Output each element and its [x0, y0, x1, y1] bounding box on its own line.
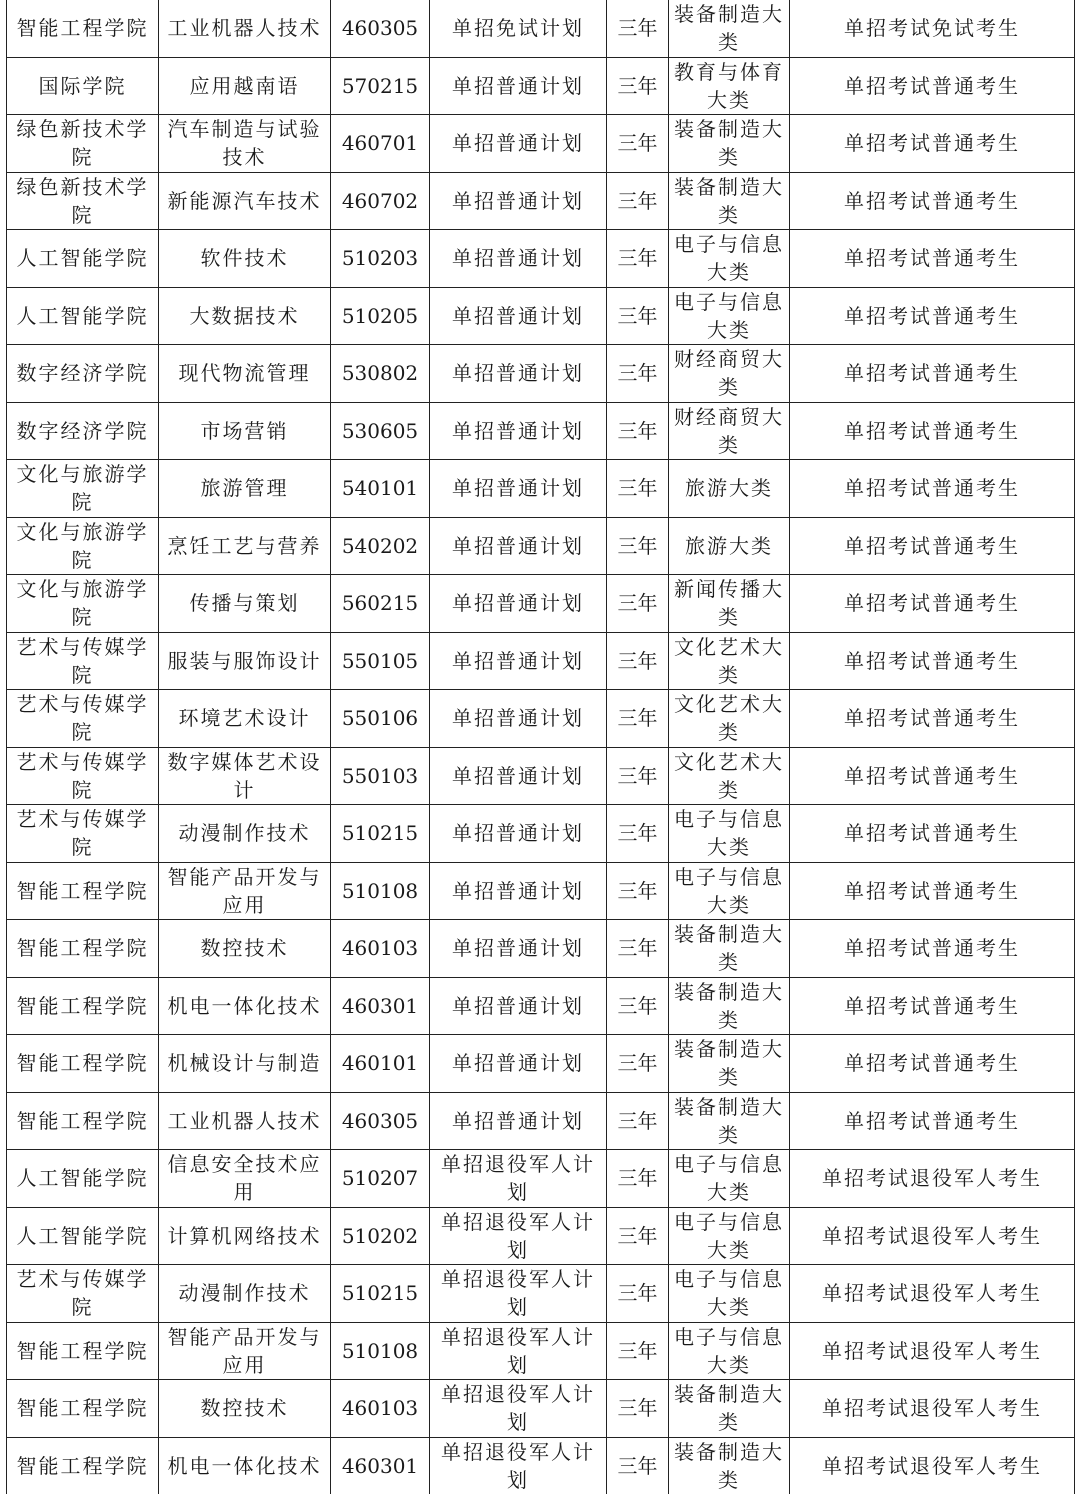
cell-plan: 单招退役军人计划 [430, 1265, 607, 1323]
cell-plan: 单招普通计划 [430, 172, 607, 230]
cell-exam-type: 单招考试普通考生 [790, 172, 1075, 230]
cell-plan: 单招普通计划 [430, 690, 607, 748]
table-row [7, 1322, 1075, 1380]
cell-college: 人工智能学院 [7, 1150, 159, 1208]
table-row [7, 287, 1075, 345]
table-row [7, 1437, 1075, 1494]
cell-duration: 三年 [607, 1380, 669, 1438]
cell-exam-type: 单招考试免试考生 [790, 0, 1075, 57]
cell-category: 装备制造大类 [669, 115, 790, 173]
cell-major: 环境艺术设计 [159, 690, 331, 748]
cell-code: 570215 [331, 57, 430, 115]
cell-code: 460101 [331, 1035, 430, 1093]
cell-major: 数字媒体艺术设计 [159, 747, 331, 805]
table-row [7, 690, 1075, 748]
cell-code: 550103 [331, 747, 430, 805]
cell-duration: 三年 [607, 115, 669, 173]
cell-code: 530802 [331, 345, 430, 403]
cell-category: 装备制造大类 [669, 1035, 790, 1093]
cell-plan: 单招普通计划 [430, 805, 607, 863]
cell-plan: 单招普通计划 [430, 287, 607, 345]
cell-plan: 单招退役军人计划 [430, 1380, 607, 1438]
cell-college: 数字经济学院 [7, 345, 159, 403]
cell-duration: 三年 [607, 172, 669, 230]
cell-duration: 三年 [607, 1092, 669, 1150]
cell-category: 装备制造大类 [669, 0, 790, 57]
cell-plan: 单招普通计划 [430, 402, 607, 460]
cell-code: 460702 [331, 172, 430, 230]
cell-major: 新能源汽车技术 [159, 172, 331, 230]
cell-duration: 三年 [607, 345, 669, 403]
cell-major: 现代物流管理 [159, 345, 331, 403]
cell-category: 文化艺术大类 [669, 690, 790, 748]
cell-college: 文化与旅游学院 [7, 460, 159, 518]
cell-code: 540202 [331, 517, 430, 575]
table-row [7, 345, 1075, 403]
cell-college: 数字经济学院 [7, 402, 159, 460]
cell-duration: 三年 [607, 287, 669, 345]
cell-college: 绿色新技术学院 [7, 172, 159, 230]
cell-duration: 三年 [607, 575, 669, 633]
cell-plan: 单招普通计划 [430, 575, 607, 633]
cell-exam-type: 单招考试普通考生 [790, 517, 1075, 575]
cell-category: 新闻传播大类 [669, 575, 790, 633]
cell-college: 智能工程学院 [7, 0, 159, 57]
cell-college: 艺术与传媒学院 [7, 747, 159, 805]
cell-duration: 三年 [607, 517, 669, 575]
cell-category: 装备制造大类 [669, 1380, 790, 1438]
table-row [7, 747, 1075, 805]
cell-duration: 三年 [607, 1437, 669, 1494]
table-row [7, 57, 1075, 115]
cell-category: 财经商贸大类 [669, 402, 790, 460]
cell-exam-type: 单招考试普通考生 [790, 747, 1075, 805]
cell-plan: 单招普通计划 [430, 230, 607, 288]
cell-major: 智能产品开发与应用 [159, 862, 331, 920]
cell-duration: 三年 [607, 460, 669, 518]
cell-major: 旅游管理 [159, 460, 331, 518]
cell-category: 电子与信息大类 [669, 1265, 790, 1323]
cell-major: 大数据技术 [159, 287, 331, 345]
cell-code: 510108 [331, 862, 430, 920]
cell-plan: 单招普通计划 [430, 115, 607, 173]
cell-exam-type: 单招考试普通考生 [790, 402, 1075, 460]
cell-code: 550106 [331, 690, 430, 748]
cell-duration: 三年 [607, 1150, 669, 1208]
cell-exam-type: 单招考试普通考生 [790, 977, 1075, 1035]
cell-plan: 单招普通计划 [430, 460, 607, 518]
cell-college: 人工智能学院 [7, 230, 159, 288]
cell-major: 应用越南语 [159, 57, 331, 115]
cell-major: 数控技术 [159, 920, 331, 978]
cell-exam-type: 单招考试普通考生 [790, 1035, 1075, 1093]
cell-exam-type: 单招考试普通考生 [790, 862, 1075, 920]
cell-exam-type: 单招考试普通考生 [790, 57, 1075, 115]
cell-college: 智能工程学院 [7, 862, 159, 920]
cell-code: 460701 [331, 115, 430, 173]
cell-major: 机电一体化技术 [159, 977, 331, 1035]
cell-college: 智能工程学院 [7, 1322, 159, 1380]
cell-college: 国际学院 [7, 57, 159, 115]
cell-major: 机械设计与制造 [159, 1035, 331, 1093]
cell-exam-type: 单招考试普通考生 [790, 690, 1075, 748]
cell-exam-type: 单招考试普通考生 [790, 230, 1075, 288]
cell-code: 530605 [331, 402, 430, 460]
cell-college: 艺术与传媒学院 [7, 690, 159, 748]
cell-duration: 三年 [607, 747, 669, 805]
cell-major: 传播与策划 [159, 575, 331, 633]
cell-plan: 单招普通计划 [430, 977, 607, 1035]
cell-code: 510215 [331, 805, 430, 863]
cell-exam-type: 单招考试普通考生 [790, 575, 1075, 633]
cell-college: 人工智能学院 [7, 287, 159, 345]
table-row [7, 1207, 1075, 1265]
table-row [7, 575, 1075, 633]
cell-plan: 单招退役军人计划 [430, 1437, 607, 1494]
cell-category: 文化艺术大类 [669, 632, 790, 690]
cell-college: 智能工程学院 [7, 977, 159, 1035]
cell-category: 旅游大类 [669, 460, 790, 518]
cell-category: 装备制造大类 [669, 977, 790, 1035]
cell-category: 装备制造大类 [669, 172, 790, 230]
cell-major: 机电一体化技术 [159, 1437, 331, 1494]
enrollment-plan-table [6, 0, 1075, 1494]
cell-exam-type: 单招考试普通考生 [790, 920, 1075, 978]
cell-major: 市场营销 [159, 402, 331, 460]
cell-plan: 单招退役军人计划 [430, 1150, 607, 1208]
cell-code: 510205 [331, 287, 430, 345]
cell-exam-type: 单招考试退役军人考生 [790, 1437, 1075, 1494]
cell-exam-type: 单招考试普通考生 [790, 632, 1075, 690]
cell-major: 计算机网络技术 [159, 1207, 331, 1265]
cell-code: 540101 [331, 460, 430, 518]
cell-category: 电子与信息大类 [669, 862, 790, 920]
cell-college: 人工智能学院 [7, 1207, 159, 1265]
cell-duration: 三年 [607, 230, 669, 288]
cell-duration: 三年 [607, 57, 669, 115]
cell-major: 动漫制作技术 [159, 1265, 331, 1323]
cell-code: 510202 [331, 1207, 430, 1265]
cell-exam-type: 单招考试退役军人考生 [790, 1380, 1075, 1438]
cell-plan: 单招退役军人计划 [430, 1207, 607, 1265]
cell-college: 艺术与传媒学院 [7, 805, 159, 863]
table-row [7, 115, 1075, 173]
cell-exam-type: 单招考试退役军人考生 [790, 1150, 1075, 1208]
table-row [7, 1265, 1075, 1323]
table-row [7, 1380, 1075, 1438]
cell-duration: 三年 [607, 977, 669, 1035]
cell-duration: 三年 [607, 632, 669, 690]
cell-plan: 单招普通计划 [430, 920, 607, 978]
cell-category: 电子与信息大类 [669, 1207, 790, 1265]
cell-duration: 三年 [607, 862, 669, 920]
cell-category: 装备制造大类 [669, 1437, 790, 1494]
cell-category: 装备制造大类 [669, 1092, 790, 1150]
cell-duration: 三年 [607, 402, 669, 460]
cell-plan: 单招普通计划 [430, 632, 607, 690]
cell-duration: 三年 [607, 1322, 669, 1380]
cell-major: 动漫制作技术 [159, 805, 331, 863]
cell-exam-type: 单招考试普通考生 [790, 115, 1075, 173]
cell-exam-type: 单招考试普通考生 [790, 287, 1075, 345]
cell-college: 智能工程学院 [7, 1035, 159, 1093]
cell-category: 电子与信息大类 [669, 287, 790, 345]
cell-plan: 单招普通计划 [430, 862, 607, 920]
cell-duration: 三年 [607, 920, 669, 978]
cell-exam-type: 单招考试普通考生 [790, 805, 1075, 863]
cell-category: 电子与信息大类 [669, 805, 790, 863]
cell-college: 绿色新技术学院 [7, 115, 159, 173]
table-row [7, 517, 1075, 575]
cell-plan: 单招普通计划 [430, 1035, 607, 1093]
cell-college: 艺术与传媒学院 [7, 632, 159, 690]
table-row [7, 0, 1075, 57]
cell-plan: 单招普通计划 [430, 345, 607, 403]
cell-plan: 单招退役军人计划 [430, 1322, 607, 1380]
cell-major: 工业机器人技术 [159, 1092, 331, 1150]
cell-exam-type: 单招考试普通考生 [790, 460, 1075, 518]
cell-code: 460305 [331, 1092, 430, 1150]
cell-duration: 三年 [607, 1265, 669, 1323]
table-row [7, 862, 1075, 920]
table-row [7, 1092, 1075, 1150]
cell-major: 智能产品开发与应用 [159, 1322, 331, 1380]
cell-duration: 三年 [607, 1207, 669, 1265]
cell-plan: 单招普通计划 [430, 517, 607, 575]
cell-code: 510203 [331, 230, 430, 288]
table-row [7, 805, 1075, 863]
cell-college: 文化与旅游学院 [7, 517, 159, 575]
cell-duration: 三年 [607, 805, 669, 863]
table-row [7, 977, 1075, 1035]
cell-code: 460103 [331, 1380, 430, 1438]
cell-category: 财经商贸大类 [669, 345, 790, 403]
table-row [7, 172, 1075, 230]
cell-major: 烹饪工艺与营养 [159, 517, 331, 575]
cell-category: 装备制造大类 [669, 920, 790, 978]
cell-college: 智能工程学院 [7, 1092, 159, 1150]
cell-code: 510108 [331, 1322, 430, 1380]
cell-exam-type: 单招考试退役军人考生 [790, 1322, 1075, 1380]
cell-code: 510207 [331, 1150, 430, 1208]
cell-college: 智能工程学院 [7, 1380, 159, 1438]
cell-category: 电子与信息大类 [669, 230, 790, 288]
cell-code: 460301 [331, 977, 430, 1035]
cell-major: 软件技术 [159, 230, 331, 288]
cell-exam-type: 单招考试普通考生 [790, 1092, 1075, 1150]
cell-major: 信息安全技术应用 [159, 1150, 331, 1208]
cell-major: 汽车制造与试验技术 [159, 115, 331, 173]
cell-college: 文化与旅游学院 [7, 575, 159, 633]
cell-exam-type: 单招考试普通考生 [790, 345, 1075, 403]
table-row [7, 1035, 1075, 1093]
cell-category: 教育与体育大类 [669, 57, 790, 115]
cell-duration: 三年 [607, 1035, 669, 1093]
cell-duration: 三年 [607, 690, 669, 748]
cell-category: 电子与信息大类 [669, 1150, 790, 1208]
cell-plan: 单招普通计划 [430, 1092, 607, 1150]
cell-major: 工业机器人技术 [159, 0, 331, 57]
cell-code: 550105 [331, 632, 430, 690]
cell-plan: 单招免试计划 [430, 0, 607, 57]
cell-college: 智能工程学院 [7, 920, 159, 978]
cell-exam-type: 单招考试退役军人考生 [790, 1207, 1075, 1265]
cell-category: 旅游大类 [669, 517, 790, 575]
cell-duration: 三年 [607, 0, 669, 57]
cell-college: 智能工程学院 [7, 1437, 159, 1494]
table-row [7, 632, 1075, 690]
table-row [7, 402, 1075, 460]
table-row [7, 1150, 1075, 1208]
cell-code: 510215 [331, 1265, 430, 1323]
cell-code: 460301 [331, 1437, 430, 1494]
cell-code: 460305 [331, 0, 430, 57]
cell-plan: 单招普通计划 [430, 57, 607, 115]
table-row [7, 230, 1075, 288]
cell-college: 艺术与传媒学院 [7, 1265, 159, 1323]
cell-major: 数控技术 [159, 1380, 331, 1438]
cell-plan: 单招普通计划 [430, 747, 607, 805]
cell-category: 电子与信息大类 [669, 1322, 790, 1380]
table-row [7, 460, 1075, 518]
table-row [7, 920, 1075, 978]
cell-major: 服装与服饰设计 [159, 632, 331, 690]
cell-code: 460103 [331, 920, 430, 978]
cell-category: 文化艺术大类 [669, 747, 790, 805]
cell-exam-type: 单招考试退役军人考生 [790, 1265, 1075, 1323]
cell-code: 560215 [331, 575, 430, 633]
